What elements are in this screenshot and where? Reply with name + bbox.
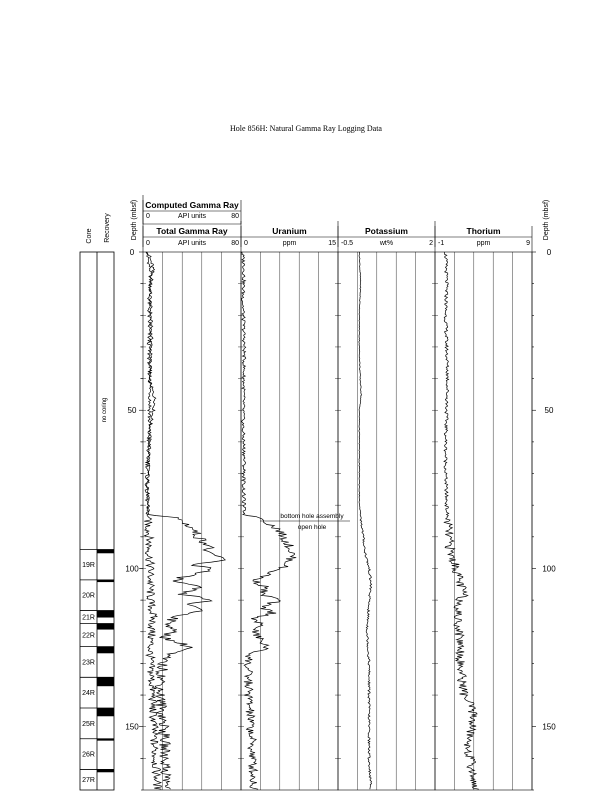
scale-units-th: ppm	[476, 240, 491, 247]
curve-th	[444, 252, 479, 789]
track-title-cgr: Computed Gamma Ray	[145, 200, 239, 210]
recovery-bar	[97, 677, 114, 686]
depth-tick-label-right: 50	[544, 406, 554, 416]
recovery-bar	[97, 549, 114, 553]
core-label: 22R	[82, 632, 95, 640]
depth-tick-label-right: 150	[542, 722, 556, 732]
track-frame	[338, 252, 435, 790]
core-label: 24R	[82, 690, 95, 698]
core-label: 20R	[82, 592, 95, 600]
no-coring-label: no coring	[102, 397, 108, 423]
depth-tick-label-right: 100	[542, 564, 556, 574]
recovery-bar	[97, 611, 114, 618]
core-label: 21R	[82, 614, 95, 622]
depth-axis-label-right: Depth (mbsf)	[543, 199, 550, 241]
scale-max-th: 9	[526, 240, 530, 247]
recovery-bar	[97, 624, 114, 630]
scale-min-tgr: 0	[146, 240, 150, 247]
recovery-column-label: Recovery	[104, 213, 111, 243]
scale-min-cgr: 0	[146, 213, 150, 220]
scale-max-cgr: 80	[231, 213, 239, 220]
scale-units-tgr: API units	[177, 240, 207, 247]
core-label: 27R	[82, 777, 95, 785]
scale-min-u: 0	[244, 240, 248, 247]
scale-min-th: -1	[438, 240, 445, 247]
open-hole-label: open hole	[297, 524, 327, 531]
recovery-bar	[97, 739, 114, 741]
curve-tgr	[145, 252, 225, 789]
recovery-bar	[97, 580, 114, 582]
recovery-bar	[97, 769, 114, 772]
curve-u	[242, 252, 297, 789]
recovery-bar	[97, 708, 114, 716]
core-label: 19R	[82, 562, 95, 570]
track-title-tgr: Total Gamma Ray	[156, 226, 228, 236]
depth-tick-label-right: 0	[546, 248, 552, 257]
scale-units-cgr: API units	[177, 213, 207, 220]
scale-min-k: -0.5	[341, 240, 354, 247]
depth-tick-label-left: 0	[129, 248, 135, 257]
core-column-label: Core	[86, 228, 93, 244]
core-label: 25R	[82, 720, 95, 728]
recovery-bar	[97, 647, 114, 654]
scale-max-tgr: 80	[231, 240, 239, 247]
track-title-k: Potassium	[365, 226, 408, 236]
scale-units-u: ppm	[282, 240, 297, 247]
scale-units-k: wt%	[379, 240, 394, 247]
core-label: 23R	[82, 659, 95, 667]
depth-tick-label-left: 150	[125, 722, 139, 732]
track-title-th: Thorium	[466, 226, 501, 236]
track-frame	[435, 252, 532, 790]
depth-axis-label-left: Depth (mbsf)	[131, 199, 138, 241]
bha-label: bottom hole assembly	[280, 513, 344, 520]
track-title-u: Uranium	[272, 226, 307, 236]
core-label: 26R	[82, 751, 95, 759]
curve-cgr	[144, 252, 161, 789]
depth-tick-label-left: 100	[125, 564, 139, 574]
curve-k	[359, 252, 372, 789]
depth-tick-label-left: 50	[127, 406, 137, 416]
scale-max-k: 2	[429, 240, 433, 247]
page-title: Hole 856H: Natural Gamma Ray Logging Data	[230, 124, 382, 133]
scale-max-u: 15	[328, 240, 336, 247]
track-frame	[143, 252, 241, 790]
